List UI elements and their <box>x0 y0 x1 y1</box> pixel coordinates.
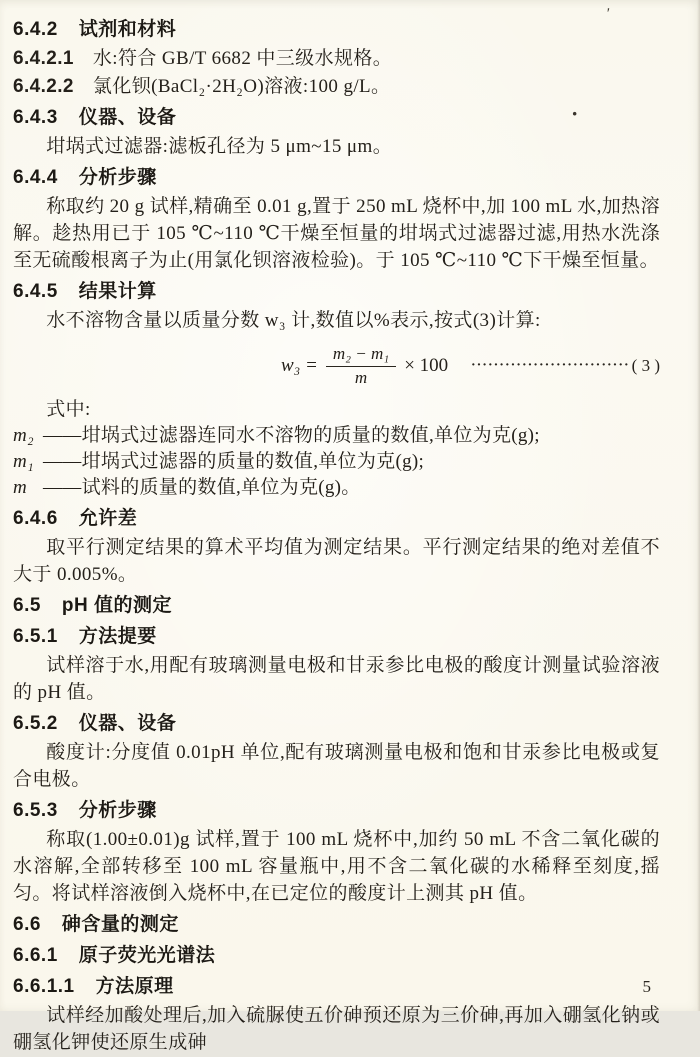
paragraph-procedure-6-4-4: 称取约 20 g 试样,精确至 0.01 g,置于 250 mL 烧杯中,加 100 mL 水,加热溶解。趁热用已于 105 ℃~110 ℃干燥至恒量的坩埚式过滤器过滤,用热水洗涤至无硫酸根离子为止(用氯化钡溶液检验)。于 105 ℃~110 ℃下干燥至恒量。 <box>13 196 660 271</box>
section-number: 6.4.2 <box>13 19 58 40</box>
section-heading-6-4-2 <box>13 16 660 43</box>
paragraph-apparatus: 坩埚式过滤器:滤板孔径为 5 μm~15 μm。 <box>46 136 393 157</box>
paragraph-ph-procedure: 称取(1.00±0.01)g 试样,置于 100 mL 烧杯中,加约 50 mL 不含二氧化碳的水溶解,全部转移至 100 mL 容量瓶中,用不含二氧化碳的水稀释至刻度,摇匀。将试样溶液倒入烧杯中,在已定位的酸度计上测其 pH 值。 <box>13 829 660 904</box>
section-number: 6.4.6 <box>13 508 58 529</box>
section-title: 分析步骤 <box>78 167 157 188</box>
section-heading-6-6 <box>13 911 660 938</box>
formula-denominator: m <box>354 368 368 387</box>
section-number: 6.5 <box>13 595 41 616</box>
paragraph-result-intro: 水不溶物含量以质量分数 w₃ 计,数值以%表示,按式(3)计算: <box>46 310 541 331</box>
section-heading-6-5-3 <box>13 797 660 824</box>
section-title: 仪器、设备 <box>78 107 177 128</box>
section-number: 6.5.3 <box>13 800 58 821</box>
section-number: 6.5.1 <box>13 626 58 647</box>
clause-number: 6.4.2.2 <box>13 76 74 97</box>
formula-multiplier: × 100 <box>404 355 449 376</box>
section-number: 6.4.4 <box>13 167 58 188</box>
where-lead: 式中: <box>46 399 91 420</box>
section-title: 仪器、设备 <box>78 713 177 734</box>
section-title: 原子荧光光谱法 <box>78 945 216 966</box>
section-title: 结果计算 <box>78 281 157 302</box>
formula-number-label: ( 3 ) <box>631 356 660 375</box>
formula-expression <box>281 344 448 388</box>
section-title: 方法提要 <box>78 626 157 647</box>
clause-6-4-2-2 <box>13 73 660 100</box>
formula-3 <box>13 339 660 393</box>
section-title: 分析步骤 <box>78 800 157 821</box>
section-heading-6-4-6 <box>13 505 660 532</box>
section-number: 6.6.1.1 <box>13 976 75 997</box>
section-title: 允许差 <box>78 508 138 529</box>
paragraph-ph-summary: 试样溶于水,用配有玻璃测量电极和甘汞参比电极的酸度计测量试验溶液的 pH 值。 <box>13 655 660 703</box>
symbol-m1: m₁ <box>13 451 34 472</box>
section-number: 6.6 <box>13 914 41 935</box>
where-item-m2 <box>13 423 660 449</box>
scan-artifact-dot: · <box>571 101 579 126</box>
section-heading-6-4-3 <box>13 104 660 131</box>
where-item-m1 <box>13 449 660 475</box>
symbol-m1-description: ——坩埚式过滤器的质量的数值,单位为克(g); <box>43 451 425 472</box>
symbol-m2-description: ——坩埚式过滤器连同水不溶物的质量的数值,单位为克(g); <box>43 425 540 446</box>
symbol-m2: m₂ <box>13 425 34 446</box>
scan-artifact-mark: ' <box>604 5 611 23</box>
section-heading-6-6-1-1 <box>13 973 660 1000</box>
section-heading-6-4-4 <box>13 164 660 191</box>
section-number: 6.5.2 <box>13 713 58 734</box>
section-number: 6.4.5 <box>13 281 58 302</box>
section-title: 方法原理 <box>95 976 174 997</box>
section-title: 试剂和材料 <box>78 19 177 40</box>
paragraph-arsenic-principle: 试样经加酸处理后,加入硫脲使五价砷预还原为三价砷,再加入硼氢化钠或硼氢化钾使还原生成砷 <box>13 1005 660 1053</box>
formula-numerator: m₂ − m₁ <box>326 344 396 367</box>
clause-number: 6.4.2.1 <box>13 48 74 69</box>
formula-fraction <box>326 344 396 388</box>
section-title: pH 值的测定 <box>61 595 173 616</box>
formula-lhs: w₃ = <box>281 355 318 376</box>
section-number: 6.6.1 <box>13 945 58 966</box>
section-heading-6-5 <box>13 592 660 619</box>
section-number: 6.4.3 <box>13 107 58 128</box>
symbol-m-description: ——试料的质量的数值,单位为克(g)。 <box>43 477 361 498</box>
where-item-m <box>13 475 660 501</box>
clause-text: 氯化钡(BaCl₂·2H₂O)溶液:100 g/L。 <box>92 76 391 97</box>
section-heading-6-5-1 <box>13 623 660 650</box>
page-number: 5 <box>642 977 651 996</box>
clause-text: 水:符合 GB/T 6682 中三级水规格。 <box>92 48 393 69</box>
page-content <box>13 12 660 1057</box>
formula-dot-leader: ···························· <box>470 358 630 373</box>
clause-6-4-2-1 <box>13 45 660 72</box>
section-title: 砷含量的测定 <box>61 914 179 935</box>
section-heading-6-6-1 <box>13 942 660 969</box>
paragraph-tolerance: 取平行测定结果的算术平均值为测定结果。平行测定结果的绝对差值不大于 0.005%。 <box>13 537 660 585</box>
symbol-m: m <box>13 477 28 498</box>
section-heading-6-4-5 <box>13 278 660 305</box>
section-heading-6-5-2 <box>13 710 660 737</box>
formula-where-block <box>13 396 660 501</box>
paragraph-ph-apparatus: 酸度计:分度值 0.01pH 单位,配有玻璃测量电极和饱和甘汞参比电极或复合电极。 <box>13 742 660 790</box>
